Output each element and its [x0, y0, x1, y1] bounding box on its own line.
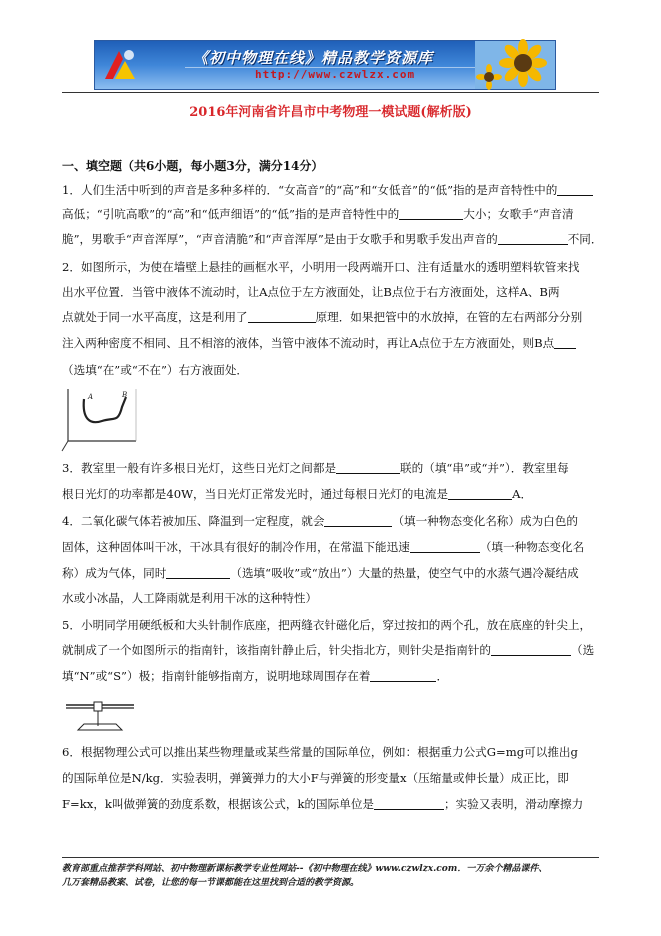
q5-line-2: 就制成了一个如图所示的指南针，该指南针静止后，针尖指北方，则针尖是指南针的 （选 [62, 643, 595, 657]
banner-brand: 《初中物理在线》精品教学资源库 [193, 49, 434, 67]
document-title: 2016年河南省许昌市中考物理一模试题(解析版) [189, 105, 472, 120]
q1-line-1: 1．人们生活中听到的声音是多种多样的．“女高音”的“高”和“女低音”的“低”指的是声音特性中的 [62, 183, 599, 197]
page-footer [62, 862, 599, 890]
q2-line-5: （选填“在”或“不在”）右方液面处． [62, 363, 249, 377]
q4-blank-3[interactable] [166, 567, 230, 579]
q6-line-2: 的国际单位是N/kg．实验表明，弹簧弹力的大小F与弹簧的形变量x（压缩量或伸长量）成正比，即 [62, 771, 569, 785]
q2-figure-label-a: A [88, 393, 94, 401]
q1-blank-2[interactable] [399, 208, 463, 220]
q5-line-1: 5．小明同学用硬纸板和大头针制作底座，把两缝衣针磁化后，穿过按扣的两个孔，放在底座的针尖上， [62, 618, 592, 632]
sunflower-icon [475, 41, 555, 89]
q2-figure-tube [62, 385, 142, 455]
q5-blank-1[interactable] [491, 644, 571, 656]
q2-figure-label-b: B [122, 391, 128, 399]
q2-blank-1[interactable] [248, 311, 316, 323]
q4-line-2: 固体，这种固体叫干冰，干冰具有很好的制冷作用，在常温下能迅速 （填一种物态变化名 [62, 540, 585, 554]
q4-line-3: 称）成为气体，同时 （选填“吸收”或“放出”）大量的热量，使空气中的水蒸气遇冷凝结成 [62, 566, 579, 580]
q5-blank-2[interactable] [370, 670, 436, 682]
footer-rule [62, 857, 599, 858]
q2-blank-2[interactable] [554, 337, 576, 349]
banner-url[interactable]: http://www.czwlzx.com [255, 68, 416, 81]
q3-line-1: 3．教室里一般有许多根日光灯，这些日光灯之间都是 联的（填“串”或“并”）．教室里每 [62, 461, 569, 475]
footer-line-2: 几万套精品教案、试卷，让您的每一节课都能在这里找到合适的教学资源。 [62, 878, 360, 888]
q2-line-3: 点就处于同一水平高度，这是利用了 原理．如果把管中的水放掉，在管的左右两部分分别 [62, 310, 583, 324]
q1-line-2: 高低；“引吭高歌”的“高”和“低声细语”的“低”指的是声音特性中的 大小；女歌手“声音清 [62, 207, 574, 221]
q1-blank-1[interactable] [557, 184, 593, 196]
q6-line-3: F=kx，k叫做弹簧的劲度系数，根据该公式，k的国际单位是 ；实验又表明，滑动摩擦力 [62, 797, 584, 811]
q5-figure-compass [64, 694, 140, 734]
q2-line-1: 2．如图所示，为使在墙壁上悬挂的画框水平，小明用一段两端开口、注有适量水的透明塑料软管来找 [62, 260, 580, 274]
header-rule [62, 92, 599, 93]
q2-line-4: 注入两种密度不相同、且不相溶的液体，当管中液体不流动时，再让A点位于左方液面处，则B点 [62, 336, 599, 350]
q6-line-1: 6．根据物理公式可以推出某些物理量或某些常量的国际单位，例如：根据重力公式G=mg可以推出g [62, 745, 578, 759]
q6-blank-1[interactable] [374, 798, 444, 810]
q5-line-3: 填“N”或“S”）极；指南针能够指南方，说明地球周围存在着 ． [62, 669, 449, 683]
footer-line-1: 教育部重点推荐学科网站、初中物理新课标教学专业性网站--《初中物理在线》www.czwlzx.com．一万余个精品课件、 [62, 864, 548, 874]
q1-blank-3[interactable] [498, 233, 568, 245]
section-heading: 一、填空题（共6小题，每小题3分，满分14分） [62, 159, 324, 173]
site-banner [94, 40, 556, 90]
q3-blank-1[interactable] [336, 462, 400, 474]
q3-blank-2[interactable] [448, 488, 512, 500]
q4-line-4: 水或小冰晶，人工降雨就是利用干冰的这种特性） [62, 591, 318, 605]
site-logo-icon [99, 45, 143, 85]
q2-line-2: 出水平位置．当管中液体不流动时，让A点位于左方液面处，让B点位于右方液面处，这样A、B两 [62, 285, 560, 299]
q4-line-1: 4．二氧化碳气体若被加压、降温到一定程度，就会 （填一种物态变化名称）成为白色的 [62, 514, 578, 528]
q4-blank-1[interactable] [324, 515, 392, 527]
q3-line-2: 根日光灯的功率都是40W，当日光灯正常发光时，通过每根日光灯的电流是 A． [62, 487, 533, 501]
q1-line-3: 脆”，男歌手“声音浑厚”，“声音清脆”和“声音浑厚”是由于女歌手和男歌手发出声音的 不同． [62, 232, 603, 246]
q4-blank-2[interactable] [410, 541, 480, 553]
